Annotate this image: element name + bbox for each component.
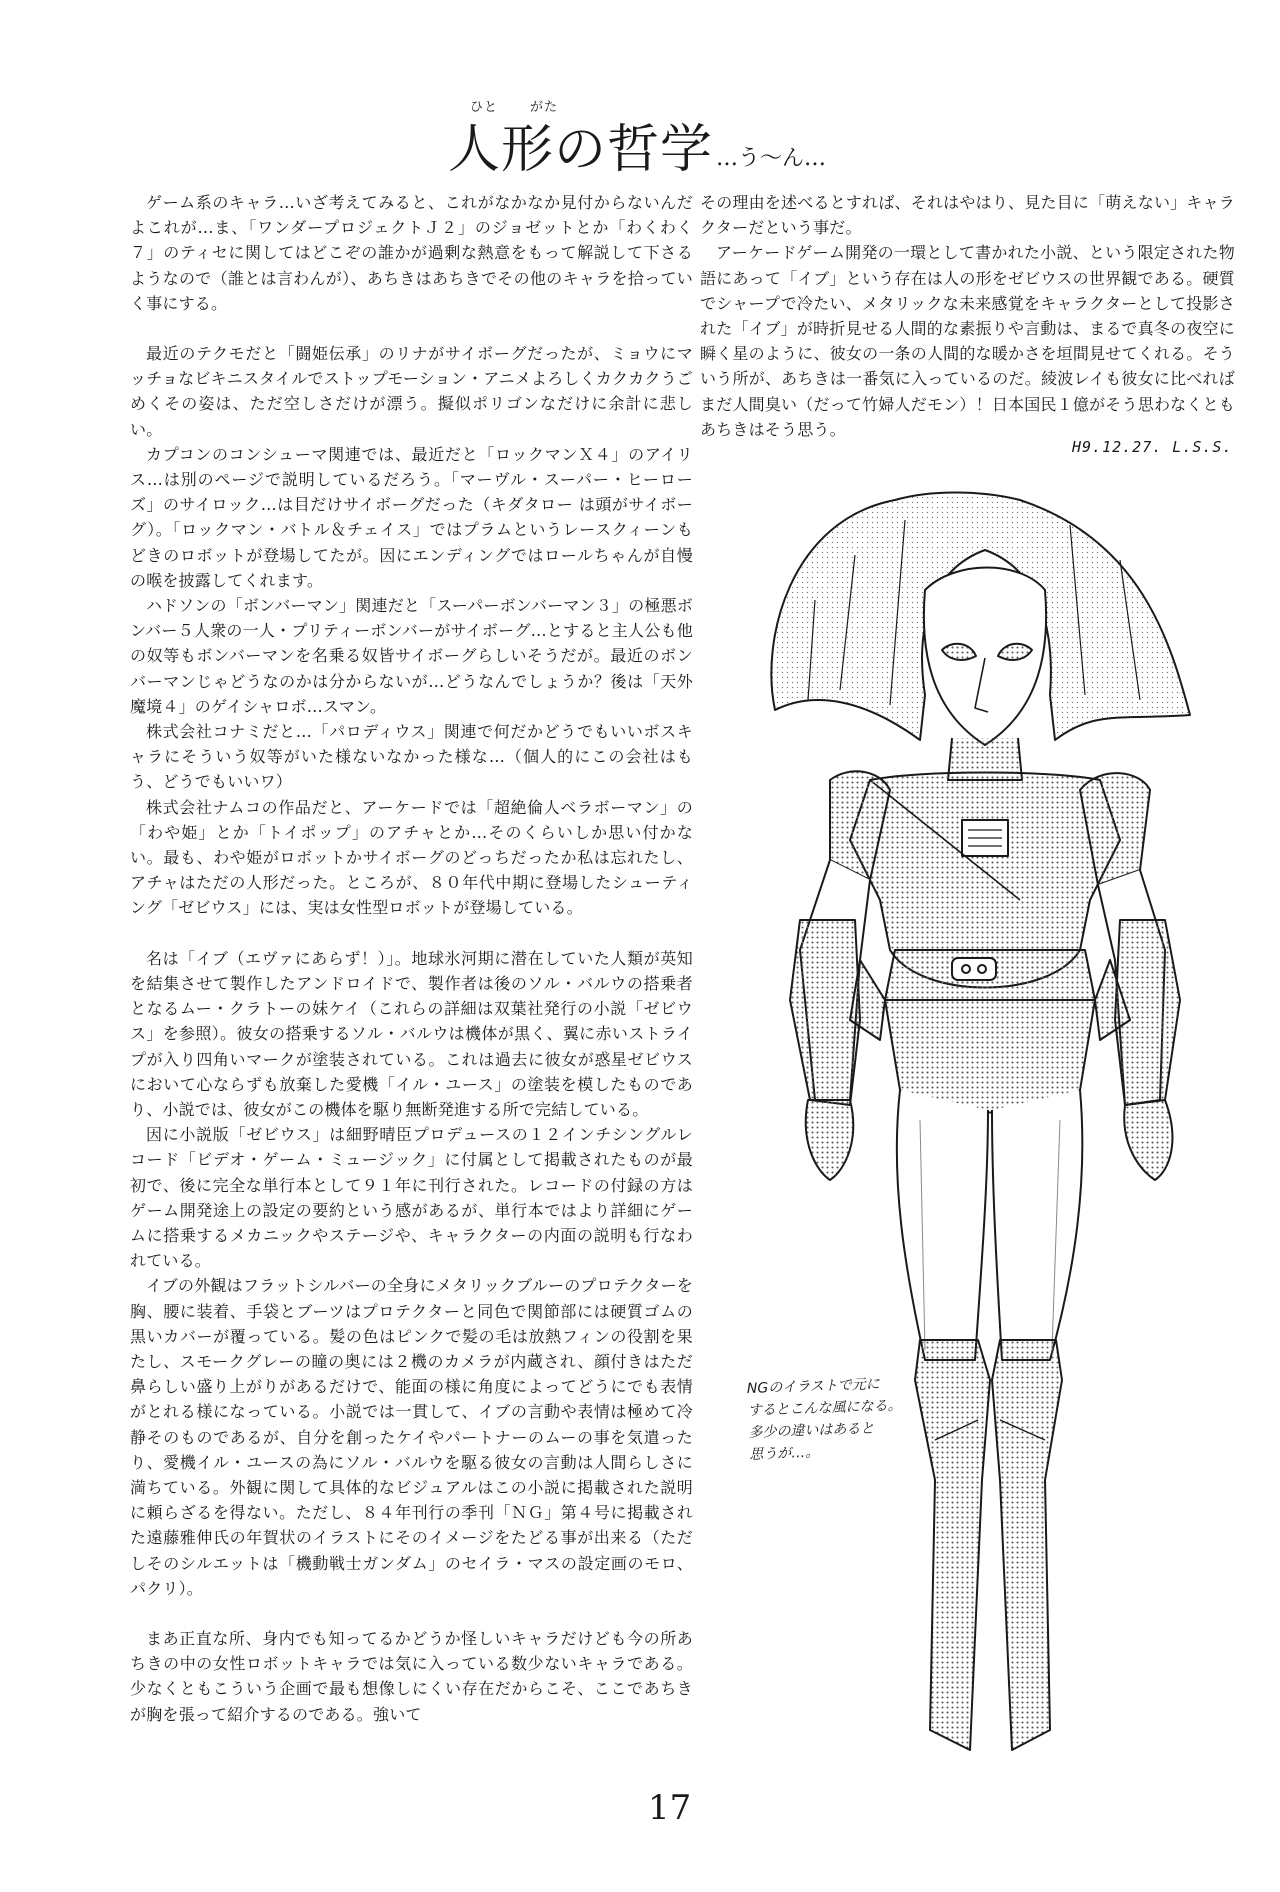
- paragraph: 因に小説版「ゼビウス」は細野晴臣プロデュースの１２インチシングルレコード「ビデオ・ゲーム・ミュージック」に付属として掲載されたものが最初で、後に完全な単行本として９１年に刊行された。レコードの付録の方はゲーム開発途上の設定の要約という感があるが、単行本ではより詳細にゲームに搭乗するメカニックやステージや、キャラクターの内面の説明も行なわれている。: [130, 1125, 693, 1271]
- paragraph: 最近のテクモだと「闘姫伝承」のリナがサイボーグだったが、ミョウにマッチョなビキニスタイルでストップモーション・アニメよろしくカクカクうごめくその姿は、ただ空しさだけが漂う。擬似ポリゴンなだけに余計に悲しい。: [130, 344, 694, 439]
- paragraph: アーケードゲーム開発の一環として書かれた小説、という限定された物語にあって「イブ」という存在は人の形をゼビウスの世界観である。硬質でシャープで冷たい、メタリックな未来感覚をキャラクターとして投影された「イブ」が時折見せる人間的な素振りや言動は、まるで真冬の夜空に瞬く星のように、彼女の一条の人間的な暖かさを垣間見せてくれる。そういう所が、あちきは一番気に入っているのだ。綾波レイも彼女に比べればまだ人間臭い（だって竹婦人だモン）！日本国民１億がそう思わなくともあちきはそう思う。: [700, 243, 1235, 439]
- paragraph: 株式会社ナムコの作品だと、アーケードでは「超絶倫人ベラボーマン」の「わや姫」とか「トイポップ」のアチャとか…そのくらいしか思い付かない。最も、わや姫がロボットかサイボーグのどっちだったか私は忘れたし、アチャはただの人形だった。ところが、８０年代中期に登場したシューティング「ゼビウス」には、実は女性型ロボットが登場している。: [130, 797, 693, 918]
- left-text-column: [130, 190, 693, 1727]
- handwritten-note-line: するとこんな風になる。: [747, 1397, 902, 1420]
- paragraph: 株式会社コナミだと…「パロディウス」関連で何だかどうでもいいボスキャラにそういう奴等がいた様ないなかった様な…（個人的にこの会社はもう、どうでもいいワ）: [130, 722, 693, 792]
- title-ruby-hito: ひと: [470, 100, 499, 115]
- paragraph: 名は「イブ（エヴァにあらず！）」。地球氷河期に潜在していた人類が英知を結集させて製作したアンドロイドで、製作者は後のソル・バルウの搭乗者となるムー・クラトーの妹ケイ（これらの詳細は双葉社発行の小説「ゼビウス」を参照）。彼女の搭乗するソル・バルウは機体が黒く、翼に赤いストライプが入り四角いマークが塗装されている。これは過去に彼女が惑星ゼビウスにおいて心ならずも放棄した愛機「イル・ユース」の塗装を模したものであり、小説では、彼女がこの機体を駆り無断発進する所で完結している。: [130, 948, 693, 1119]
- paragraph: ゲーム系のキャラ…いざ考えてみると、これがなかなか見付からないんだよこれが…ま、「ワンダープロジェクトＪ２」のジョゼットとか「わくわく７」のティセに関してはどこぞの誰かが過剰な熱意をもって解説して下さるようなので（誰とは言わんが）、あちきはあちきでその他のキャラを拾っていく事にする。: [130, 193, 693, 313]
- article-subtitle: …う〜ん…: [716, 146, 827, 171]
- robot-girl-illustration: [720, 480, 1240, 1810]
- handwritten-note-line: 思うが…。: [748, 1444, 820, 1463]
- handwritten-note-line: 多少の違いはあると: [748, 1420, 875, 1442]
- paragraph: ハドソンの「ボンバーマン」関連だと「スーパーボンバーマン３」の極悪ボンバー５人衆の一人・プリティーボンバーがサイボーグ…とすると主人公も他の奴等もボンバーマンを名乗る奴皆サイボーグらしいそうだが。最近のボンバーマンじゃどうなのかは分からないが…どうなんでしょうか？後は「天外魔境４」のゲイシャロボ…スマン。: [130, 596, 693, 716]
- handwritten-signature: H9.12.27. L.S.S.: [1072, 438, 1233, 456]
- handwritten-note: [747, 1370, 980, 1466]
- title-ruby-gata: がた: [530, 100, 559, 115]
- article-title: 人形の哲学: [448, 120, 714, 180]
- right-text-column: [700, 190, 1235, 442]
- paragraph: イブの外観はフラットシルバーの全身にメタリックブルーのプロテクターを胸、腰に装着、手袋とブーツはプロテクターと同色で関節部には硬質ゴムの黒いカバーが覆っている。髪の色はピンクで髪の毛は放熱フィンの役割を果たし、スモークグレーの瞳の奥には２機のカメラが内蔵され、顔付きはただ鼻らしい盛り上がりがあるだけで、能面の様に角度によってどうにでも表情がとれる様になっている。小説では一貫して、イブの言動や表情は極めて冷静そのものであるが、自分を創ったケイやパートナーのムーの事を気遣ったり、愛機イル・ユースの為にソル・バルウを駆る彼女の言動は人間らしさに満ちている。外観に関して具体的なビジュアルはこの小説に掲載された説明に頼らざるを得ない。ただし、８４年刊行の季刊「ＮＧ」第４号に掲載された遠藤雅伸氏の年賀状のイラストにそのイメージをたどる事が出来る（ただしそのシルエットは「機動戦士ガンダム」のセイラ・マスの設定画のモロ、パクリ）。: [130, 1276, 693, 1598]
- paragraph: その理由を述べるとすれば、それはやはり、見た目に「萌えない」キャラクターだという事だ。: [700, 193, 1235, 238]
- paragraph: まあ正直な所、身内でも知ってるかどうか怪しいキャラだけども今の所あちきの中の女性ロボットキャラでは気に入っている数少ないキャラである。少なくともこういう企画で最も想像しにくい存在だからこそ、ここであちきが胸を張って紹介するのである。強いて: [130, 1628, 693, 1724]
- handwritten-note-line: NGのイラストで元に: [746, 1376, 881, 1398]
- paragraph: カプコンのコンシューマ関連では、最近だと「ロックマンＸ４」のアイリス…は別のページで説明しているだろう。「マーヴル・スーパー・ヒーローズ」のサイロック…は目だけサイボーグだった（キダタロー は頭がサイボーグ）。「ロックマン・バトル＆チェイス」ではプラムというレースクィーンもどきのロボットが登場してたが。因にエンディングではロールちゃんが自慢の喉を披露してくれます。: [130, 444, 693, 590]
- article-heading: [448, 96, 968, 186]
- page-number: 17: [648, 1788, 692, 1828]
